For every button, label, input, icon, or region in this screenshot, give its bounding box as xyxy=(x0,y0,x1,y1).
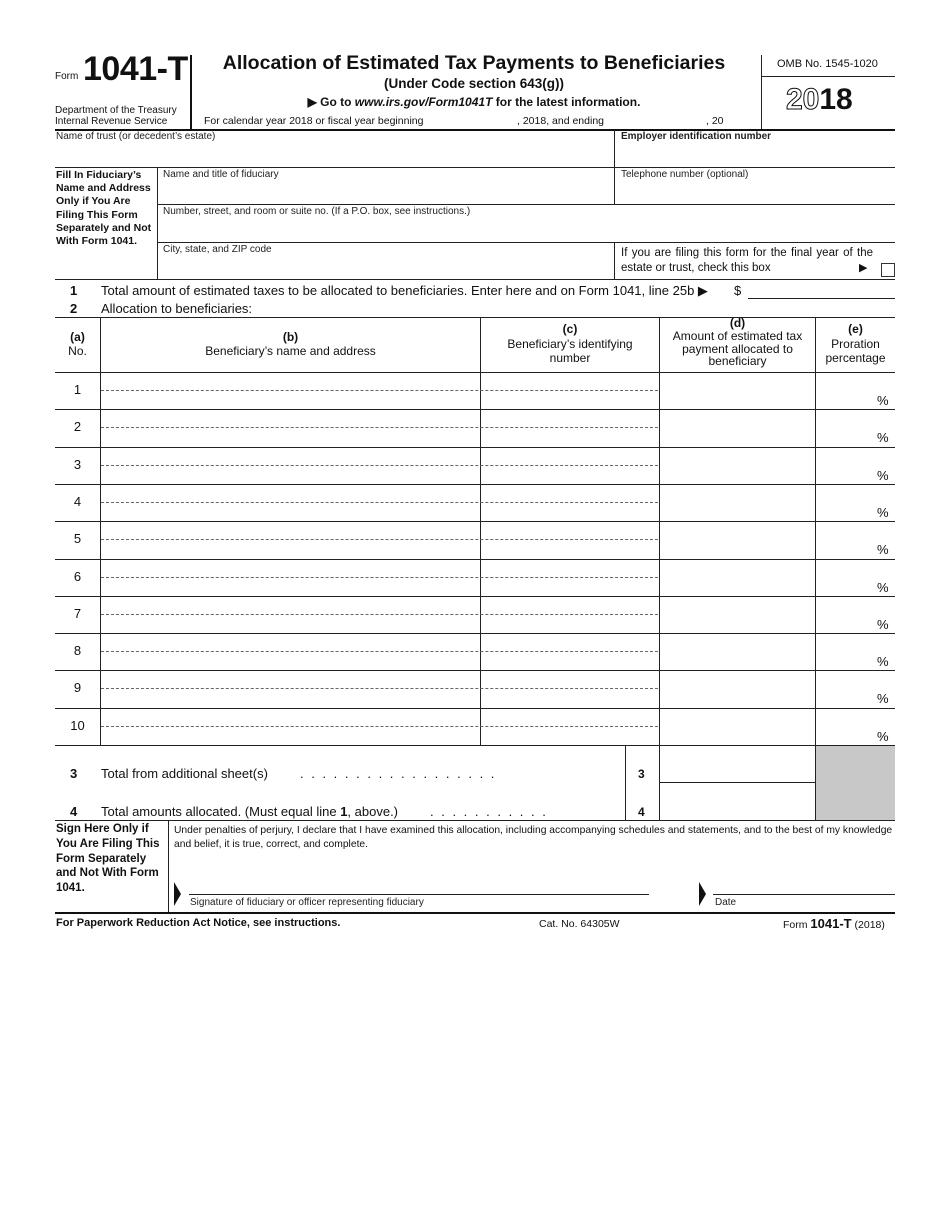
perjury-statement: Under penalties of perjury, I declare that I have examined this allocation, including accompanying schedules and statements, and to the best of my knowledge and belief, it is true, correct, and complete. xyxy=(174,825,893,850)
percent-sign: % xyxy=(877,430,889,446)
percent-sign: % xyxy=(877,504,889,520)
footer-form-ref: Form 1041-T (2018) xyxy=(783,916,885,931)
date-label: Date xyxy=(715,897,737,908)
row-number: 7 xyxy=(73,605,82,621)
proration-percentage-field[interactable] xyxy=(816,485,876,520)
goto-line: ▶ Go to www.irs.gov/Form1041T for the latest information. xyxy=(307,95,641,109)
percent-sign: % xyxy=(877,542,889,558)
line1-amount-field[interactable] xyxy=(748,283,893,297)
allocated-amount-field[interactable] xyxy=(660,410,814,445)
col-a-header: (a) No. xyxy=(68,330,87,358)
beneficiary-id-field[interactable] xyxy=(481,410,658,445)
line1-text: Total amount of estimated taxes to be allocated to beneficiaries. Enter here and on Form 1041, line 25b ▶ xyxy=(101,283,708,298)
beneficiary-id-field[interactable] xyxy=(481,709,658,744)
row-number: 3 xyxy=(73,456,82,472)
calendar-year-label: For calendar year 2018 or fiscal year beginning xyxy=(204,115,424,127)
row-number: 5 xyxy=(73,531,82,547)
proration-percentage-field[interactable] xyxy=(816,671,876,706)
trust-name-label: Name of trust (or decedent’s estate) xyxy=(56,131,216,142)
signature-field[interactable] xyxy=(189,875,649,893)
proration-percentage-field[interactable] xyxy=(816,448,876,483)
row-number: 4 xyxy=(73,493,82,509)
sign-arrow-icon xyxy=(174,882,181,906)
shaded-cell xyxy=(816,746,895,820)
final-year-checkbox[interactable] xyxy=(881,263,895,277)
beneficiary-id-field[interactable] xyxy=(481,634,658,669)
line2-text: Allocation to beneficiaries: xyxy=(101,301,253,316)
beneficiary-id-field[interactable] xyxy=(481,671,658,706)
percent-sign: % xyxy=(877,654,889,670)
phone-label: Telephone number (optional) xyxy=(621,169,749,180)
percent-sign: % xyxy=(877,579,889,595)
line3-dots: . . . . . . . . . . . . . . . . . . xyxy=(300,766,497,781)
form-word: Form xyxy=(55,71,79,82)
allocated-amount-field[interactable] xyxy=(660,485,814,520)
line1-dollar: $ xyxy=(734,283,742,298)
paperwork-notice: For Paperwork Reduction Act Notice, see instructions. xyxy=(56,917,341,929)
beneficiary-id-field[interactable] xyxy=(481,522,658,557)
line4-dots: . . . . . . . . . . . xyxy=(430,804,548,819)
allocated-amount-field[interactable] xyxy=(660,597,814,632)
irs-label: Internal Revenue Service xyxy=(55,116,168,127)
percent-sign: % xyxy=(877,616,889,632)
line1-number: 1 xyxy=(70,283,78,298)
city-label: City, state, and ZIP code xyxy=(163,244,272,255)
tax-year: 2018 xyxy=(786,83,853,116)
row-number: 6 xyxy=(73,568,82,584)
final-year-arrow-icon: ▶ xyxy=(859,262,868,274)
cat-number: Cat. No. 64305W xyxy=(539,918,620,930)
row-number: 9 xyxy=(73,680,82,696)
sign-side-label: Sign Here Only if You Are Filing This Form Separately and Not With Form 1041. xyxy=(56,823,160,895)
beneficiary-id-field[interactable] xyxy=(481,448,658,483)
line3-number: 3 xyxy=(70,766,78,781)
line4-number: 4 xyxy=(70,804,78,819)
row-number: 10 xyxy=(70,717,85,733)
and-ending-label: , 2018, and ending xyxy=(517,115,604,127)
signature-label: Signature of fiduciary or officer representing fiduciary xyxy=(190,897,424,908)
final-year-text: If you are filing this form for the final year of the estate or trust, check this box xyxy=(621,247,873,274)
row-number: 2 xyxy=(73,419,82,435)
fiduciary-side-label: Fill In Fiduciary’s Name and Address Only if You Are Filing This Form Separately and Not With Form 1041. xyxy=(56,169,152,248)
beneficiary-id-field[interactable] xyxy=(481,373,658,408)
street-field[interactable] xyxy=(163,218,891,240)
proration-percentage-field[interactable] xyxy=(816,597,876,632)
date-field[interactable] xyxy=(713,875,893,893)
line4-box-label: 4 xyxy=(638,805,645,819)
form-number: 1041-T xyxy=(83,50,188,88)
allocated-amount-field[interactable] xyxy=(660,560,814,595)
col-b-header: (b) Beneficiary’s name and address xyxy=(205,330,376,358)
proration-percentage-field[interactable] xyxy=(816,560,876,595)
form-subtitle: (Under Code section 643(g)) xyxy=(383,76,565,91)
fiduciary-name-label: Name and title of fiduciary xyxy=(163,169,279,180)
beneficiary-id-field[interactable] xyxy=(481,485,658,520)
city-field[interactable] xyxy=(163,256,609,278)
twenty-label: , 20 xyxy=(706,115,724,127)
dept-treasury: Department of the Treasury xyxy=(55,105,177,116)
col-c-header: (c) Beneficiary’s identifying number xyxy=(507,322,633,365)
line3-amount-field[interactable] xyxy=(660,747,815,781)
ein-field[interactable] xyxy=(621,143,893,167)
percent-sign: % xyxy=(877,467,889,483)
fiscal-begin-field[interactable] xyxy=(434,126,516,127)
fiduciary-name-field[interactable] xyxy=(163,181,611,203)
beneficiary-id-field[interactable] xyxy=(481,560,658,595)
col-e-header: (e) Proration percentage xyxy=(825,322,886,365)
irs-url-link[interactable]: www.irs.gov/Form1041T xyxy=(354,95,493,109)
street-label: Number, street, and room or suite no. (If a P.O. box, see instructions.) xyxy=(163,206,471,217)
proration-percentage-field[interactable] xyxy=(816,373,876,408)
line4-amount-field[interactable] xyxy=(660,784,815,818)
beneficiary-id-field[interactable] xyxy=(481,597,658,632)
line3-text: Total from additional sheet(s) xyxy=(101,766,268,781)
allocated-amount-field[interactable] xyxy=(660,709,814,744)
proration-percentage-field[interactable] xyxy=(816,709,876,744)
form-title: Allocation of Estimated Tax Payments to Beneficiaries xyxy=(222,52,726,74)
date-arrow-icon xyxy=(699,882,706,906)
percent-sign: % xyxy=(877,728,889,744)
allocated-amount-field[interactable] xyxy=(660,671,814,706)
line3-box-label: 3 xyxy=(638,767,645,781)
row-number: 8 xyxy=(73,643,82,659)
allocated-amount-field[interactable] xyxy=(660,373,814,408)
fiscal-end-field[interactable] xyxy=(612,115,704,127)
omb-number: OMB No. 1545-1020 xyxy=(777,58,878,70)
allocated-amount-field[interactable] xyxy=(660,448,814,483)
row-number: 1 xyxy=(73,382,82,397)
percent-sign: % xyxy=(877,691,889,707)
ein-label: Employer identification number xyxy=(621,131,772,142)
allocated-amount-field[interactable] xyxy=(660,522,814,557)
line4-text: Total amounts allocated. (Must equal line 1, above.) xyxy=(101,804,399,819)
col-d-header: (d) Amount of estimated tax payment allocated to beneficiary xyxy=(672,316,803,369)
allocated-amount-field[interactable] xyxy=(660,634,814,669)
trust-name-field[interactable] xyxy=(56,143,612,167)
phone-field[interactable] xyxy=(621,181,893,203)
percent-sign: % xyxy=(877,393,889,408)
proration-percentage-field[interactable] xyxy=(816,522,876,557)
line2-number: 2 xyxy=(70,301,78,316)
proration-percentage-field[interactable] xyxy=(816,634,876,669)
proration-percentage-field[interactable] xyxy=(816,410,876,445)
